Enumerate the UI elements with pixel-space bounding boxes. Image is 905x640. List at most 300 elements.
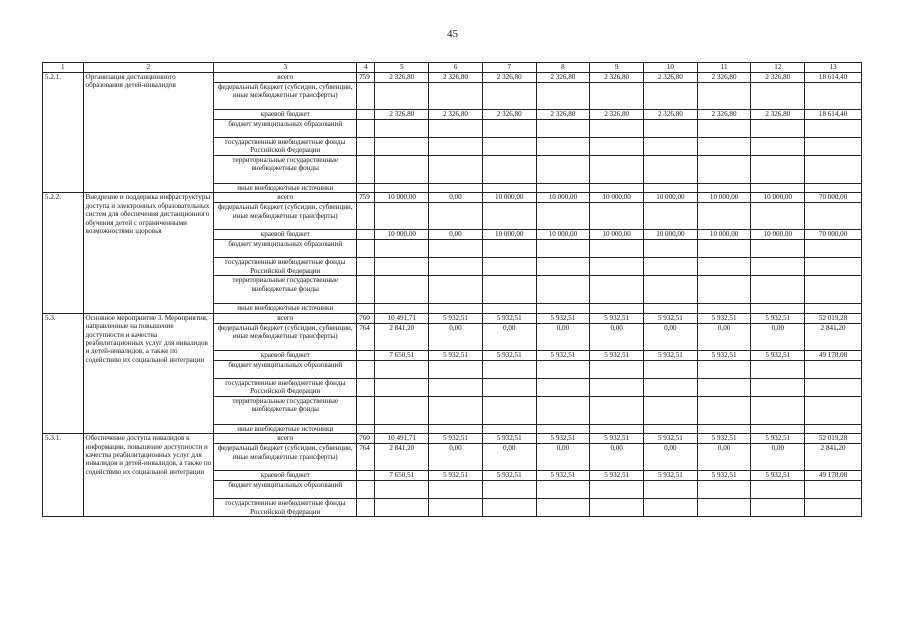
empty-cell (429, 424, 483, 433)
row-title: Обеспечение доступа инвалидов к информации, повышение доступности и качества реабилитационных услуг для инвалидов и детей-инвалидов, а также по содействию их социальной интеграции (83, 434, 214, 517)
funding-source: территориальные государственные внебюджетные фонды (214, 156, 357, 184)
value-cell: 10 000,00 (751, 193, 805, 203)
value-cell: 5 932,51 (590, 313, 644, 323)
value-cell: 10 000,00 (482, 230, 536, 240)
column-header: 8 (536, 63, 590, 73)
empty-cell (697, 240, 751, 258)
empty-cell (375, 360, 429, 378)
empty-cell (805, 304, 862, 313)
value-cell: 5 932,51 (482, 434, 536, 444)
empty-cell (751, 258, 805, 276)
value-cell: 18 614,40 (805, 73, 862, 83)
empty-cell (644, 138, 698, 156)
empty-cell (375, 258, 429, 276)
value-cell: 5 932,51 (697, 350, 751, 360)
funding-source: бюджет муниципальных образований (214, 240, 357, 258)
empty-cell (590, 304, 644, 313)
empty-cell (536, 276, 590, 304)
funding-source: территориальные государственные внебюджетные фонды (214, 396, 357, 424)
empty-cell (697, 360, 751, 378)
funding-source: территориальные государственные внебюджетные фонды (214, 276, 357, 304)
empty-cell (375, 304, 429, 313)
empty-cell (751, 304, 805, 313)
value-cell: 2 326,80 (429, 73, 483, 83)
value-cell: 0,00 (429, 323, 483, 350)
empty-cell (751, 424, 805, 433)
empty-cell (644, 184, 698, 193)
empty-cell (590, 156, 644, 184)
empty-cell (751, 184, 805, 193)
value-cell: 2 326,80 (429, 110, 483, 120)
value-cell: 2 326,80 (751, 73, 805, 83)
empty-cell (805, 138, 862, 156)
funding-source: федеральный бюджет (субсидии, субвенции, иные межбюджетные трансферты) (214, 83, 357, 110)
value-cell: 2 326,80 (375, 110, 429, 120)
empty-cell (805, 240, 862, 258)
empty-cell (751, 156, 805, 184)
empty-cell (697, 499, 751, 517)
empty-cell (482, 184, 536, 193)
empty-cell (644, 424, 698, 433)
empty-cell (482, 203, 536, 230)
empty-cell (697, 138, 751, 156)
empty-cell (375, 120, 429, 138)
empty-cell (590, 360, 644, 378)
empty-cell (644, 276, 698, 304)
empty-cell (482, 424, 536, 433)
empty-cell (590, 203, 644, 230)
column-4-code (357, 276, 375, 304)
empty-cell (644, 378, 698, 396)
empty-cell (644, 240, 698, 258)
column-header: 12 (751, 63, 805, 73)
empty-cell (644, 499, 698, 517)
empty-cell (590, 481, 644, 499)
empty-cell (429, 184, 483, 193)
value-cell: 5 932,51 (751, 313, 805, 323)
empty-cell (590, 499, 644, 517)
table-row (43, 73, 862, 83)
empty-cell (590, 240, 644, 258)
column-4-code: 759 (357, 73, 375, 83)
empty-cell (429, 240, 483, 258)
column-4-code: 764 (357, 444, 375, 471)
empty-cell (375, 481, 429, 499)
empty-cell (375, 156, 429, 184)
empty-cell (429, 203, 483, 230)
empty-cell (590, 120, 644, 138)
empty-cell (697, 276, 751, 304)
value-cell: 5 932,51 (536, 313, 590, 323)
empty-cell (429, 481, 483, 499)
empty-cell (429, 378, 483, 396)
value-cell: 5 932,51 (697, 471, 751, 481)
value-cell: 5 932,51 (751, 434, 805, 444)
empty-cell (536, 424, 590, 433)
value-cell: 5 932,51 (482, 313, 536, 323)
row-code: 5.3. (43, 313, 84, 433)
row-code: 5.2.2. (43, 193, 84, 313)
value-cell: 5 932,51 (429, 350, 483, 360)
value-cell: 5 932,51 (751, 350, 805, 360)
empty-cell (697, 258, 751, 276)
column-4-code: 760 (357, 434, 375, 444)
value-cell: 5 932,51 (644, 434, 698, 444)
value-cell: 0,00 (429, 230, 483, 240)
empty-cell (805, 424, 862, 433)
empty-cell (429, 83, 483, 110)
value-cell: 2 326,80 (482, 110, 536, 120)
funding-source: государственные внебюджетные фонды Российской Федерации (214, 378, 357, 396)
column-header: 13 (805, 63, 862, 73)
value-cell: 2 326,80 (536, 73, 590, 83)
empty-cell (805, 184, 862, 193)
empty-cell (482, 83, 536, 110)
empty-cell (590, 378, 644, 396)
column-4-code (357, 156, 375, 184)
value-cell: 10 000,00 (644, 230, 698, 240)
value-cell: 0,00 (644, 323, 698, 350)
value-cell: 5 932,51 (644, 313, 698, 323)
value-cell: 5 932,51 (482, 471, 536, 481)
empty-cell (482, 276, 536, 304)
empty-cell (429, 156, 483, 184)
empty-cell (751, 138, 805, 156)
value-cell: 0,00 (590, 323, 644, 350)
empty-cell (590, 396, 644, 424)
empty-cell (805, 378, 862, 396)
empty-cell (375, 240, 429, 258)
funding-source: иные внебюджетные источники (214, 184, 357, 193)
empty-cell (536, 258, 590, 276)
value-cell: 2 326,80 (590, 110, 644, 120)
row-code: 5.3.1. (43, 434, 84, 517)
column-4-code (357, 138, 375, 156)
value-cell: 10 000,00 (536, 230, 590, 240)
empty-cell (536, 203, 590, 230)
empty-cell (482, 378, 536, 396)
empty-cell (751, 481, 805, 499)
value-cell: 0,00 (429, 193, 483, 203)
empty-cell (805, 360, 862, 378)
empty-cell (429, 138, 483, 156)
empty-cell (751, 120, 805, 138)
column-header: 7 (482, 63, 536, 73)
value-cell: 5 932,51 (590, 350, 644, 360)
empty-cell (751, 276, 805, 304)
empty-cell (590, 276, 644, 304)
empty-cell (429, 304, 483, 313)
empty-cell (697, 156, 751, 184)
empty-cell (482, 240, 536, 258)
value-cell: 0,00 (482, 323, 536, 350)
value-cell: 49 178,08 (805, 350, 862, 360)
empty-cell (536, 499, 590, 517)
empty-cell (805, 258, 862, 276)
empty-cell (644, 83, 698, 110)
funding-source: иные внебюджетные источники (214, 424, 357, 433)
value-cell: 2 326,80 (751, 110, 805, 120)
value-cell: 10 000,00 (536, 193, 590, 203)
table-row (43, 434, 862, 444)
empty-cell (482, 481, 536, 499)
funding-source: государственные внебюджетные фонды Российской Федерации (214, 258, 357, 276)
empty-cell (536, 240, 590, 258)
column-4-code (357, 499, 375, 517)
empty-cell (536, 360, 590, 378)
funding-source: всего (214, 434, 357, 444)
column-4-code: 764 (357, 323, 375, 350)
empty-cell (482, 120, 536, 138)
empty-cell (429, 120, 483, 138)
column-header: 2 (83, 63, 214, 73)
column-4-code: 759 (357, 193, 375, 203)
value-cell: 70 000,00 (805, 230, 862, 240)
value-cell: 0,00 (590, 444, 644, 471)
empty-cell (805, 120, 862, 138)
column-4-code (357, 230, 375, 240)
funding-source: всего (214, 73, 357, 83)
column-header: 5 (375, 63, 429, 73)
column-4-code (357, 304, 375, 313)
funding-source: федеральный бюджет (субсидии, субвенции, иные межбюджетные трансферты) (214, 444, 357, 471)
empty-cell (644, 120, 698, 138)
column-4-code (357, 378, 375, 396)
funding-source: краевой бюджет (214, 471, 357, 481)
value-cell: 10 491,71 (375, 434, 429, 444)
empty-cell (536, 378, 590, 396)
value-cell: 2 841,20 (805, 444, 862, 471)
row-title: Основное мероприятие 3. Мероприятия, направленные на повышение доступности и качества реабилитационных услуг для инвалидов и детей-инвалидов, а также по содействию их социальной интеграции (83, 313, 214, 433)
empty-cell (375, 83, 429, 110)
table-row (43, 313, 862, 323)
funding-source: бюджет муниципальных образований (214, 360, 357, 378)
funding-source: государственные внебюджетные фонды Российской Федерации (214, 499, 357, 517)
value-cell: 2 841,20 (375, 323, 429, 350)
empty-cell (536, 184, 590, 193)
column-4-code (357, 120, 375, 138)
empty-cell (429, 258, 483, 276)
funding-source: всего (214, 193, 357, 203)
value-cell: 2 326,80 (697, 73, 751, 83)
value-cell: 10 000,00 (590, 193, 644, 203)
value-cell: 2 841,20 (375, 444, 429, 471)
column-4-code: 760 (357, 313, 375, 323)
empty-cell (697, 184, 751, 193)
empty-cell (375, 378, 429, 396)
empty-cell (375, 276, 429, 304)
value-cell: 2 326,80 (697, 110, 751, 120)
empty-cell (590, 83, 644, 110)
value-cell: 0,00 (536, 444, 590, 471)
empty-cell (697, 481, 751, 499)
empty-cell (644, 203, 698, 230)
value-cell: 70 000,00 (805, 193, 862, 203)
empty-cell (644, 396, 698, 424)
empty-cell (375, 138, 429, 156)
value-cell: 7 650,51 (375, 350, 429, 360)
empty-cell (482, 258, 536, 276)
value-cell: 0,00 (644, 444, 698, 471)
empty-cell (805, 203, 862, 230)
value-cell: 10 000,00 (375, 193, 429, 203)
empty-cell (751, 360, 805, 378)
empty-cell (375, 499, 429, 517)
value-cell: 0,00 (751, 323, 805, 350)
empty-cell (644, 360, 698, 378)
column-header: 3 (214, 63, 357, 73)
value-cell: 10 000,00 (697, 230, 751, 240)
empty-cell (644, 156, 698, 184)
empty-cell (590, 258, 644, 276)
value-cell: 0,00 (536, 323, 590, 350)
value-cell: 5 932,51 (429, 471, 483, 481)
value-cell: 5 932,51 (697, 313, 751, 323)
column-4-code (357, 396, 375, 424)
empty-cell (536, 83, 590, 110)
value-cell: 5 932,51 (536, 471, 590, 481)
funding-source: бюджет муниципальных образований (214, 120, 357, 138)
empty-cell (375, 396, 429, 424)
value-cell: 10 000,00 (590, 230, 644, 240)
empty-cell (536, 120, 590, 138)
empty-cell (751, 378, 805, 396)
empty-cell (590, 138, 644, 156)
value-cell: 10 000,00 (482, 193, 536, 203)
value-cell: 10 000,00 (644, 193, 698, 203)
empty-cell (536, 481, 590, 499)
empty-cell (644, 481, 698, 499)
value-cell: 5 932,51 (482, 350, 536, 360)
page-number: 45 (447, 28, 458, 40)
empty-cell (536, 138, 590, 156)
value-cell: 52 019,28 (805, 313, 862, 323)
empty-cell (482, 360, 536, 378)
empty-cell (590, 184, 644, 193)
row-code: 5.2.1. (43, 73, 84, 193)
empty-cell (805, 396, 862, 424)
value-cell: 5 932,51 (590, 434, 644, 444)
row-title: Внедрение и поддержка инфраструктуры доступа и электронных образовательных систем для обеспечения дистанционного обучения детей с ограниченными возможностями здоровья (83, 193, 214, 313)
empty-cell (805, 499, 862, 517)
empty-cell (805, 156, 862, 184)
value-cell: 5 932,51 (429, 313, 483, 323)
value-cell: 7 650,51 (375, 471, 429, 481)
funding-source: государственные внебюджетные фонды Российской Федерации (214, 138, 357, 156)
column-4-code (357, 83, 375, 110)
value-cell: 2 841,20 (805, 323, 862, 350)
value-cell: 18 614,40 (805, 110, 862, 120)
column-4-code (357, 110, 375, 120)
empty-cell (482, 499, 536, 517)
empty-cell (375, 184, 429, 193)
value-cell: 10 491,71 (375, 313, 429, 323)
empty-cell (644, 304, 698, 313)
funding-source: краевой бюджет (214, 110, 357, 120)
column-4-code (357, 424, 375, 433)
value-cell: 5 932,51 (751, 471, 805, 481)
column-4-code (357, 203, 375, 230)
empty-cell (751, 83, 805, 110)
empty-cell (644, 258, 698, 276)
empty-cell (536, 156, 590, 184)
column-4-code (357, 481, 375, 499)
value-cell: 10 000,00 (751, 230, 805, 240)
value-cell: 49 178,08 (805, 471, 862, 481)
value-cell: 5 932,51 (536, 350, 590, 360)
empty-cell (751, 203, 805, 230)
column-header: 11 (697, 63, 751, 73)
value-cell: 2 326,80 (536, 110, 590, 120)
empty-cell (751, 499, 805, 517)
value-cell: 5 932,51 (644, 350, 698, 360)
value-cell: 52 019,28 (805, 434, 862, 444)
funding-source: федеральный бюджет (субсидии, субвенции, иные межбюджетные трансферты) (214, 323, 357, 350)
budget-table (42, 62, 862, 517)
table-row (43, 193, 862, 203)
value-cell: 0,00 (697, 444, 751, 471)
empty-cell (697, 304, 751, 313)
empty-cell (697, 83, 751, 110)
column-header: 1 (43, 63, 84, 73)
column-header-row (43, 63, 862, 73)
empty-cell (697, 396, 751, 424)
funding-source: иные внебюджетные источники (214, 304, 357, 313)
value-cell: 5 932,51 (429, 434, 483, 444)
empty-cell (482, 138, 536, 156)
empty-cell (805, 481, 862, 499)
empty-cell (751, 240, 805, 258)
value-cell: 0,00 (429, 444, 483, 471)
empty-cell (536, 304, 590, 313)
empty-cell (429, 499, 483, 517)
empty-cell (590, 424, 644, 433)
empty-cell (429, 276, 483, 304)
value-cell: 10 000,00 (697, 193, 751, 203)
value-cell: 5 932,51 (644, 471, 698, 481)
column-header: 10 (644, 63, 698, 73)
funding-source: всего (214, 313, 357, 323)
empty-cell (482, 304, 536, 313)
funding-source: бюджет муниципальных образований (214, 481, 357, 499)
value-cell: 2 326,80 (590, 73, 644, 83)
empty-cell (375, 203, 429, 230)
value-cell: 2 326,80 (644, 73, 698, 83)
value-cell: 0,00 (751, 444, 805, 471)
empty-cell (805, 83, 862, 110)
column-4-code (357, 360, 375, 378)
empty-cell (751, 396, 805, 424)
column-4-code (357, 471, 375, 481)
row-title: Организация дистанционного образования детей-инвалидов (83, 73, 214, 193)
empty-cell (375, 424, 429, 433)
empty-cell (697, 203, 751, 230)
empty-cell (429, 360, 483, 378)
column-4-code (357, 240, 375, 258)
value-cell: 5 932,51 (697, 434, 751, 444)
column-header: 6 (429, 63, 483, 73)
empty-cell (697, 378, 751, 396)
empty-cell (482, 156, 536, 184)
column-header: 9 (590, 63, 644, 73)
empty-cell (805, 276, 862, 304)
value-cell: 2 326,80 (375, 73, 429, 83)
empty-cell (697, 424, 751, 433)
value-cell: 10 000,00 (375, 230, 429, 240)
funding-source: федеральный бюджет (субсидии, субвенции, иные межбюджетные трансферты) (214, 203, 357, 230)
value-cell: 0,00 (482, 444, 536, 471)
column-header: 4 (357, 63, 375, 73)
